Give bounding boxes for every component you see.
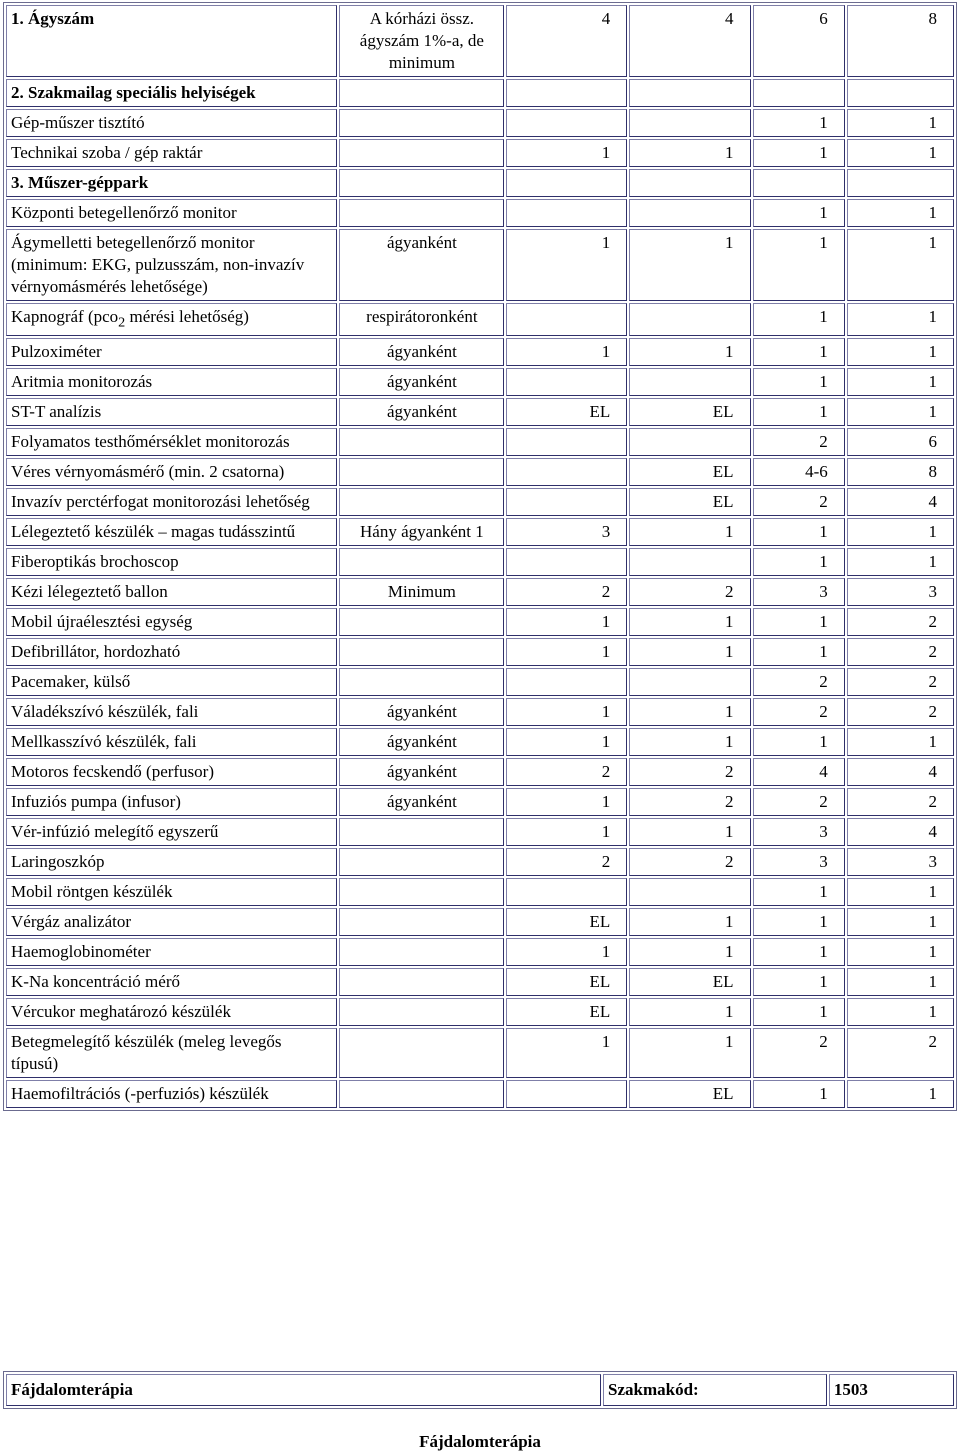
specialty-code-label: Szakmakód: (603, 1374, 827, 1406)
level-value-1: 3 (506, 518, 627, 546)
level-value-2: 1 (629, 1028, 750, 1078)
item-requirement: ágyanként (339, 229, 504, 301)
item-name: Lélegeztető készülék – magas tudásszintű (6, 518, 337, 546)
level-value-3: 1 (753, 398, 845, 426)
item-requirement: Hány ágyanként 1 (339, 518, 504, 546)
item-name: Gép-műszer tisztító (6, 109, 337, 137)
item-requirement: Minimum (339, 578, 504, 606)
level-value-4: 1 (847, 938, 954, 966)
level-value-2: 1 (629, 698, 750, 726)
table-row (6, 908, 954, 936)
item-requirement: ágyanként (339, 368, 504, 396)
level-value-2: EL (629, 488, 750, 516)
table-row (6, 169, 954, 197)
item-name: ST-T analízis (6, 398, 337, 426)
table-row (6, 818, 954, 846)
level-value-4: 2 (847, 608, 954, 636)
level-value-1: 1 (506, 788, 627, 816)
level-value-3: 1 (753, 968, 845, 996)
level-value-4: 1 (847, 229, 954, 301)
table-row (6, 368, 954, 396)
level-value-3: 1 (753, 199, 845, 227)
level-value-2: 1 (629, 638, 750, 666)
level-value-1 (506, 79, 627, 107)
item-name: 2. Szakmailag speciális helyiségek (6, 79, 337, 107)
level-value-4: 1 (847, 139, 954, 167)
level-value-4: 1 (847, 398, 954, 426)
item-name: Ágymelletti betegellenőrző monitor (minimum: EKG, pulzusszám, non-invazív vérnyomásmérés lehetősége) (6, 229, 337, 301)
item-requirement (339, 109, 504, 137)
table-row (6, 578, 954, 606)
table-row (6, 229, 954, 301)
level-value-2: 1 (629, 338, 750, 366)
level-value-2: 1 (629, 229, 750, 301)
item-name: Motoros fecskendő (perfusor) (6, 758, 337, 786)
specialty-footer-row (6, 1374, 954, 1406)
level-value-3 (753, 79, 845, 107)
item-name-part: mérési lehetőség) (125, 307, 249, 326)
level-value-3: 1 (753, 109, 845, 137)
level-value-1: EL (506, 998, 627, 1026)
level-value-4: 1 (847, 303, 954, 336)
level-value-3: 1 (753, 1080, 845, 1108)
item-requirement (339, 458, 504, 486)
table-row (6, 548, 954, 576)
item-name: Központi betegellenőrző monitor (6, 199, 337, 227)
level-value-4: 1 (847, 728, 954, 756)
table-row (6, 488, 954, 516)
item-requirement: A kórházi össz. ágyszám 1%-a, de minimum (339, 5, 504, 77)
level-value-2: 1 (629, 608, 750, 636)
level-value-1 (506, 428, 627, 456)
level-value-3: 2 (753, 668, 845, 696)
level-value-1: EL (506, 398, 627, 426)
table-row (6, 788, 954, 816)
item-name: Aritmia monitorozás (6, 368, 337, 396)
level-value-3: 6 (753, 5, 845, 77)
item-name: 3. Műszer-géppark (6, 169, 337, 197)
item-requirement (339, 488, 504, 516)
level-value-2: 1 (629, 998, 750, 1026)
item-requirement (339, 139, 504, 167)
table-row (6, 518, 954, 546)
level-value-2: 2 (629, 788, 750, 816)
table-row (6, 608, 954, 636)
level-value-2 (629, 303, 750, 336)
level-value-1: EL (506, 908, 627, 936)
table-row (6, 79, 954, 107)
level-value-3: 1 (753, 139, 845, 167)
level-value-4: 4 (847, 818, 954, 846)
level-value-2: 2 (629, 758, 750, 786)
level-value-3: 1 (753, 878, 845, 906)
level-value-3: 2 (753, 428, 845, 456)
table-row (6, 428, 954, 456)
item-requirement (339, 608, 504, 636)
table-row (6, 878, 954, 906)
table-row (6, 139, 954, 167)
item-requirement: ágyanként (339, 728, 504, 756)
item-requirement (339, 638, 504, 666)
item-requirement: ágyanként (339, 698, 504, 726)
level-value-4: 6 (847, 428, 954, 456)
level-value-1: 1 (506, 229, 627, 301)
table-row (6, 1080, 954, 1108)
level-value-3: 1 (753, 303, 845, 336)
level-value-4: 2 (847, 698, 954, 726)
item-name: Kézi lélegeztető ballon (6, 578, 337, 606)
table-row (6, 199, 954, 227)
item-requirement (339, 169, 504, 197)
item-requirement: ágyanként (339, 788, 504, 816)
item-name: 1. Ágyszám (6, 5, 337, 77)
item-requirement (339, 848, 504, 876)
level-value-4: 1 (847, 968, 954, 996)
level-value-4: 3 (847, 848, 954, 876)
table-row (6, 668, 954, 696)
item-name: Fiberoptikás brochoscop (6, 548, 337, 576)
item-name: Defibrillátor, hordozható (6, 638, 337, 666)
item-name: Váladékszívó készülék, fali (6, 698, 337, 726)
item-requirement (339, 548, 504, 576)
level-value-3: 2 (753, 1028, 845, 1078)
item-name: Invazív perctérfogat monitorozási lehetőség (6, 488, 337, 516)
item-name: Mellkasszívó készülék, fali (6, 728, 337, 756)
item-name-part: Kapnográf (pco (11, 307, 119, 326)
level-value-1: 1 (506, 1028, 627, 1078)
level-value-1 (506, 199, 627, 227)
level-value-4: 8 (847, 458, 954, 486)
level-value-3: 1 (753, 338, 845, 366)
level-value-4 (847, 169, 954, 197)
level-value-3: 1 (753, 728, 845, 756)
item-name-subscript: 2 (118, 314, 126, 331)
level-value-4: 1 (847, 109, 954, 137)
item-requirement (339, 199, 504, 227)
level-value-3: 1 (753, 548, 845, 576)
item-requirement: ágyanként (339, 338, 504, 366)
item-name (6, 303, 337, 336)
level-value-3: 1 (753, 908, 845, 936)
item-name: Pulzoximéter (6, 338, 337, 366)
level-value-1 (506, 303, 627, 336)
level-value-1: 4 (506, 5, 627, 77)
level-value-1 (506, 458, 627, 486)
section-title: Fájdalomterápia (419, 1432, 541, 1451)
item-name: Haemofiltrációs (-perfuziós) készülék (6, 1080, 337, 1108)
level-value-4: 1 (847, 878, 954, 906)
equipment-table (3, 2, 957, 1111)
level-value-2: 1 (629, 518, 750, 546)
level-value-3: 4-6 (753, 458, 845, 486)
level-value-3: 1 (753, 608, 845, 636)
level-value-4: 1 (847, 908, 954, 936)
table-row (6, 848, 954, 876)
level-value-1 (506, 548, 627, 576)
item-name: Véres vérnyomásmérő (min. 2 csatorna) (6, 458, 337, 486)
level-value-4 (847, 79, 954, 107)
level-value-4: 1 (847, 368, 954, 396)
level-value-1 (506, 169, 627, 197)
item-name: Betegmelegítő készülék (meleg levegős típusú) (6, 1028, 337, 1078)
table-row (6, 398, 954, 426)
level-value-3: 2 (753, 488, 845, 516)
level-value-1: 2 (506, 758, 627, 786)
table-row (6, 638, 954, 666)
level-value-2: 1 (629, 938, 750, 966)
item-name: Vércukor meghatározó készülék (6, 998, 337, 1026)
item-name: Vérgáz analizátor (6, 908, 337, 936)
level-value-3: 3 (753, 818, 845, 846)
level-value-1 (506, 488, 627, 516)
level-value-4: 1 (847, 998, 954, 1026)
specialty-name: Fájdalomterápia (6, 1374, 601, 1406)
level-value-4: 1 (847, 518, 954, 546)
level-value-1: 1 (506, 728, 627, 756)
item-requirement (339, 818, 504, 846)
level-value-1 (506, 878, 627, 906)
specialty-code-value: 1503 (829, 1374, 954, 1406)
table-row (6, 303, 954, 336)
level-value-3: 1 (753, 229, 845, 301)
level-value-1: 1 (506, 608, 627, 636)
item-requirement (339, 878, 504, 906)
item-name: Haemoglobinométer (6, 938, 337, 966)
level-value-1: 1 (506, 698, 627, 726)
table-row (6, 758, 954, 786)
level-value-2: 2 (629, 848, 750, 876)
level-value-3: 1 (753, 638, 845, 666)
level-value-2: EL (629, 968, 750, 996)
level-value-3: 1 (753, 518, 845, 546)
level-value-4: 1 (847, 338, 954, 366)
item-requirement (339, 1080, 504, 1108)
table-row (6, 5, 954, 77)
item-requirement (339, 79, 504, 107)
level-value-3: 3 (753, 578, 845, 606)
level-value-2: 1 (629, 139, 750, 167)
level-value-4: 1 (847, 548, 954, 576)
level-value-3: 1 (753, 938, 845, 966)
level-value-2: 4 (629, 5, 750, 77)
level-value-4: 4 (847, 758, 954, 786)
level-value-2: 1 (629, 908, 750, 936)
item-name: Mobil röntgen készülék (6, 878, 337, 906)
item-name: Folyamatos testhőmérséklet monitorozás (6, 428, 337, 456)
level-value-1: 1 (506, 938, 627, 966)
table-row (6, 109, 954, 137)
level-value-4: 2 (847, 638, 954, 666)
level-value-4: 4 (847, 488, 954, 516)
table-row (6, 458, 954, 486)
level-value-1: 2 (506, 848, 627, 876)
level-value-2 (629, 368, 750, 396)
item-requirement (339, 968, 504, 996)
level-value-2: 1 (629, 728, 750, 756)
level-value-1 (506, 368, 627, 396)
specialty-footer-table (3, 1371, 957, 1409)
level-value-1: EL (506, 968, 627, 996)
level-value-3: 2 (753, 698, 845, 726)
table-row (6, 968, 954, 996)
item-name: Pacemaker, külső (6, 668, 337, 696)
table-row (6, 1028, 954, 1078)
level-value-1: 2 (506, 578, 627, 606)
item-requirement: respirátoronként (339, 303, 504, 336)
level-value-1: 1 (506, 818, 627, 846)
level-value-4: 2 (847, 788, 954, 816)
level-value-2: 1 (629, 818, 750, 846)
table-row (6, 338, 954, 366)
table-row (6, 998, 954, 1026)
item-requirement (339, 908, 504, 936)
level-value-4: 2 (847, 668, 954, 696)
item-name: Laringoszkóp (6, 848, 337, 876)
item-requirement (339, 428, 504, 456)
level-value-1: 1 (506, 338, 627, 366)
level-value-4: 2 (847, 1028, 954, 1078)
table-row (6, 698, 954, 726)
table-row (6, 938, 954, 966)
item-name: Mobil újraélesztési egység (6, 608, 337, 636)
level-value-3: 4 (753, 758, 845, 786)
equipment-table-body (6, 5, 954, 1108)
level-value-1 (506, 1080, 627, 1108)
item-name: Vér-infúzió melegítő egyszerű (6, 818, 337, 846)
level-value-4: 1 (847, 1080, 954, 1108)
item-requirement (339, 1028, 504, 1078)
item-requirement (339, 998, 504, 1026)
level-value-2 (629, 548, 750, 576)
level-value-2: EL (629, 398, 750, 426)
level-value-4: 8 (847, 5, 954, 77)
level-value-2 (629, 668, 750, 696)
level-value-3: 1 (753, 368, 845, 396)
level-value-3: 1 (753, 998, 845, 1026)
level-value-2 (629, 109, 750, 137)
item-requirement (339, 938, 504, 966)
level-value-1: 1 (506, 139, 627, 167)
item-name: Infuziós pumpa (infusor) (6, 788, 337, 816)
level-value-3: 2 (753, 788, 845, 816)
level-value-2: EL (629, 458, 750, 486)
level-value-2 (629, 878, 750, 906)
item-name: Technikai szoba / gép raktár (6, 139, 337, 167)
level-value-1: 1 (506, 638, 627, 666)
level-value-2: EL (629, 1080, 750, 1108)
level-value-4: 3 (847, 578, 954, 606)
item-requirement: ágyanként (339, 758, 504, 786)
item-requirement: ágyanként (339, 398, 504, 426)
level-value-1 (506, 668, 627, 696)
table-row (6, 728, 954, 756)
level-value-3 (753, 169, 845, 197)
level-value-2 (629, 428, 750, 456)
item-requirement (339, 668, 504, 696)
level-value-2 (629, 169, 750, 197)
level-value-2 (629, 79, 750, 107)
level-value-2: 2 (629, 578, 750, 606)
item-name: K-Na koncentráció mérő (6, 968, 337, 996)
level-value-3: 3 (753, 848, 845, 876)
level-value-2 (629, 199, 750, 227)
level-value-4: 1 (847, 199, 954, 227)
level-value-1 (506, 109, 627, 137)
